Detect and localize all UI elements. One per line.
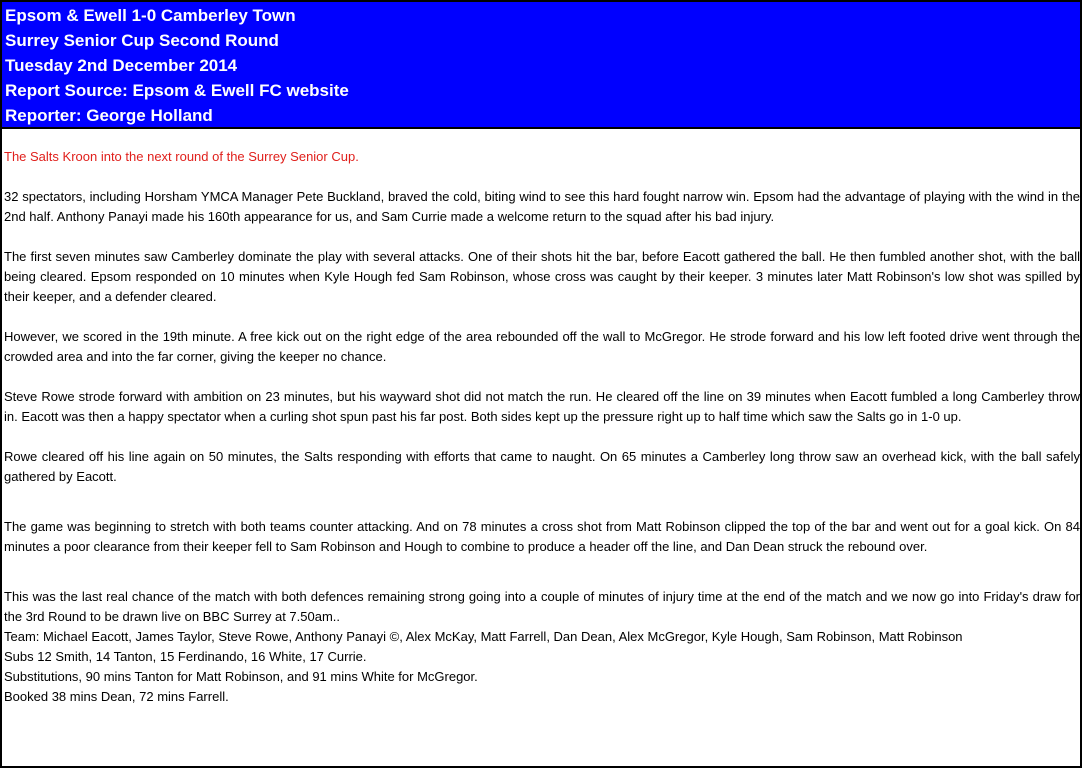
match-title: Epsom & Ewell 1-0 Camberley Town xyxy=(5,6,296,25)
report-body xyxy=(0,126,1082,768)
reporter-name: Reporter: George Holland xyxy=(5,106,213,125)
competition-title: Surrey Senior Cup Second Round xyxy=(5,31,279,50)
report-paragraph-1: 32 spectators, including Horsham YMCA Manager Pete Buckland, braved the cold, biting wind to see this hard fought narrow win. Epsom had the advantage of playing with the wind in the 2nd half. Anthony Panayi made his 160th appearance for us, and Sam Currie made a welcome return to the squad after his bad injury. xyxy=(4,189,1080,224)
report-paragraph-3: However, we scored in the 19th minute. A free kick out on the right edge of the area rebounded off the wall to McGregor. He strode forward and his low left footed drive went through the crowded area and into the far corner, giving the keeper no chance. xyxy=(4,329,1080,364)
match-date: Tuesday 2nd December 2014 xyxy=(5,56,238,75)
team-lineup: Team: Michael Eacott, James Taylor, Steve Rowe, Anthony Panayi ©, Alex McKay, Matt Farrell, Dan Dean, Alex McGregor, Kyle Hough, Sam Robinson, Matt Robinson xyxy=(4,629,963,644)
bookings-list: Booked 38 mins Dean, 72 mins Farrell. xyxy=(4,689,229,704)
report-header xyxy=(0,0,1082,129)
report-paragraph-6: The game was beginning to stretch with both teams counter attacking. And on 78 minutes a cross shot from Matt Robinson clipped the top of the bar and went out for a goal kick. On 84 minutes a poor clearance from their keeper fell to Sam Robinson and Hough to combine to produce a header off the line, and Dan Dean struck the rebound over. xyxy=(4,519,1080,554)
report-paragraph-2: The first seven minutes saw Camberley dominate the play with several attacks. One of their shots hit the bar, before Eacott gathered the ball. He then fumbled another shot, with the ball being cleared. Epsom responded on 10 minutes when Kyle Hough fed Sam Robinson, whose cross was caught by their keeper. 3 minutes later Matt Robinson's low shot was spilled by their keeper, and a defender cleared. xyxy=(4,249,1080,304)
report-paragraph-4: Steve Rowe strode forward with ambition on 23 minutes, but his wayward shot did not match the run. He cleared off the line on 39 minutes when Eacott fumbled a long Camberley throw in. Eacott was then a happy spectator when a curling shot spun past his far post. Both sides kept up the pressure right up to half time which saw the Salts go in 1-0 up. xyxy=(4,389,1080,424)
report-headline: The Salts Kroon into the next round of the Surrey Senior Cup. xyxy=(4,149,359,164)
report-source: Report Source: Epsom & Ewell FC website xyxy=(5,81,349,100)
report-paragraph-7: This was the last real chance of the match with both defences remaining strong going into a couple of minutes of injury time at the end of the match and we now go into Friday's draw for the 3rd Round to be drawn live on BBC Surrey at 7.50am.. xyxy=(4,589,1080,624)
report-paragraph-5: Rowe cleared off his line again on 50 minutes, the Salts responding with efforts that came to naught. On 65 minutes a Camberley long throw saw an overhead kick, with the ball safely gathered by Eacott. xyxy=(4,449,1080,484)
subs-list: Subs 12 Smith, 14 Tanton, 15 Ferdinando, 16 White, 17 Currie. xyxy=(4,649,367,664)
substitutions-list: Substitutions, 90 mins Tanton for Matt Robinson, and 91 mins White for McGregor. xyxy=(4,669,478,684)
